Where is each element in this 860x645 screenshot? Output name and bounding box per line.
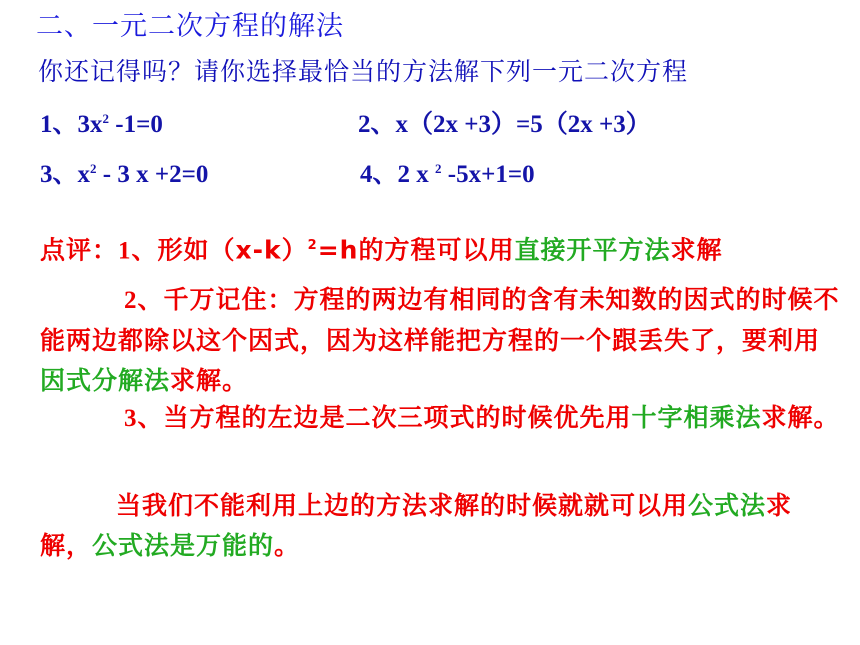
comment-3-text: 当方程的左边是二次三项式的时候优先用	[163, 403, 632, 432]
comment-2-text: 千万记住：方程的两边有相同的含有未知数的因式的时候不能两边都除以这个因式，因为这样能把方程的一个跟丢失了，要利用	[40, 285, 840, 355]
comment-4-mid: 求解，	[40, 491, 793, 560]
comment-2-tail: 求解。	[170, 366, 249, 395]
equation-1-exponent: 2	[102, 111, 110, 126]
comment-1-form-pre: 形如（x-k）	[157, 235, 308, 265]
slide-subtitle: 你还记得吗？请你选择最恰当的方法解下列一元二次方程	[38, 57, 689, 86]
comment-3-method: 十字相乘法	[631, 403, 762, 432]
equation-3-pre: 3、x	[40, 161, 91, 188]
equation-2	[358, 104, 651, 140]
equation-2-text: 2、x（2x +3）=5（2x +3）	[358, 111, 651, 138]
comment-4-method: 公式法	[688, 491, 767, 520]
comment-1-exponent: 2	[307, 238, 318, 253]
equation-1-pre: 1、3x	[40, 111, 103, 138]
equation-4-pre: 4、2 x	[360, 161, 436, 188]
equation-1-post: -1=0	[109, 111, 163, 138]
equation-4	[360, 154, 535, 190]
comment-lead: 点评：	[40, 235, 119, 265]
slide-title: 二、一元二次方程的解法	[36, 11, 344, 42]
comment-1-number: 1、	[118, 237, 158, 265]
comment-2-method: 因式分解法	[40, 366, 171, 395]
comment-1	[40, 226, 840, 271]
comment-3-number: 3、	[124, 405, 164, 432]
comment-4-tail: 。	[274, 531, 301, 560]
comment-1-form-post: =h的方程可以用	[317, 235, 515, 265]
comment-1-method: 直接开平方法	[514, 235, 671, 265]
comment-4-method-2: 公式法是万能的	[92, 531, 275, 560]
equation-4-post: -5x+1=0	[441, 161, 535, 188]
equation-3-post: - 3 x +2=0	[96, 161, 209, 188]
comment-3-tail: 求解。	[761, 403, 840, 432]
comment-3	[40, 398, 840, 439]
comment-4	[40, 486, 840, 566]
comment-2	[40, 280, 840, 401]
comment-1-tail: 求解	[670, 235, 723, 265]
equation-1	[40, 104, 163, 140]
comment-2-number: 2、	[124, 287, 164, 314]
equation-3	[40, 154, 208, 190]
comment-4-text: 当我们不能利用上边的方法求解的时候就就可以用	[116, 491, 689, 520]
equation-4-exponent: 2	[435, 161, 442, 176]
equation-3-exponent: 2	[90, 161, 97, 176]
